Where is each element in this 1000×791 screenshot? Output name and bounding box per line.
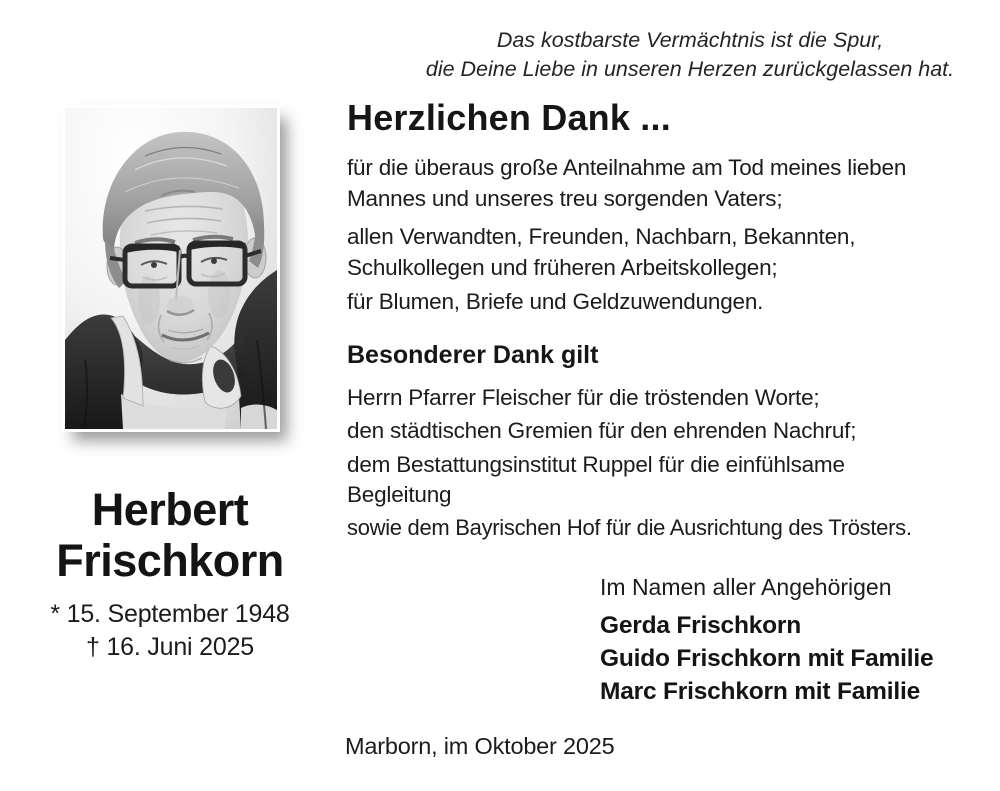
portrait-photo <box>62 105 280 432</box>
thanks-paragraph: für die überaus große Anteilnahme am Tod meines lieben Mannes und unseres treu sorgenden Vaters; <box>347 155 907 211</box>
thanks-paragraph: für Blumen, Briefe und Geldzuwendungen. <box>347 289 764 314</box>
special-thanks-paragraph: dem Bestattungsinstitut Ruppel für die einfühlsame Begleitung <box>347 451 845 507</box>
deceased-name <box>15 484 325 586</box>
special-thanks-paragraph: Herrn Pfarrer Fleischer für die tröstenden Worte; <box>347 384 820 410</box>
signature-name: Guido Frischkorn mit Familie <box>600 645 934 672</box>
epigraph-line-1: Das kostbarste Vermächtnis ist die Spur, <box>496 28 884 52</box>
special-thanks-paragraph: sowie dem Bayrischen Hof für die Ausrichtung des Trösters. <box>347 514 912 540</box>
signature-block <box>600 572 992 708</box>
thanks-heading: Herzlichen Dank ... <box>347 97 671 138</box>
signature-name: Marc Frischkorn mit Familie <box>600 678 921 705</box>
thanks-section <box>347 97 992 708</box>
portrait-photo-image <box>65 108 277 429</box>
life-dates <box>15 598 325 664</box>
deceased-first-name: Herbert <box>91 484 249 535</box>
signature-name: Gerda Frischkorn <box>600 612 802 639</box>
epigraph-line-2: die Deine Liebe in unseren Herzen zurückgelassen hat. <box>425 57 955 81</box>
special-thanks-paragraph: den städtischen Gremien für den ehrenden Nachruf; <box>347 418 857 443</box>
place-date: Marborn, im Oktober 2025 <box>345 733 615 759</box>
deceased-last-name: Frischkorn <box>56 535 284 586</box>
death-date: † 16. Juni 2025 <box>86 633 254 661</box>
signature-names <box>600 609 992 708</box>
signature-intro: Im Namen aller Angehörigen <box>600 574 892 600</box>
thanks-paragraph: allen Verwandten, Freunden, Nachbarn, Bekannten, Schulkollegen und früheren Arbeitskollegen; <box>347 224 856 280</box>
birth-date: * 15. September 1948 <box>50 600 290 628</box>
epigraph-quote <box>385 26 995 84</box>
special-thanks-heading: Besonderer Dank gilt <box>347 340 599 369</box>
